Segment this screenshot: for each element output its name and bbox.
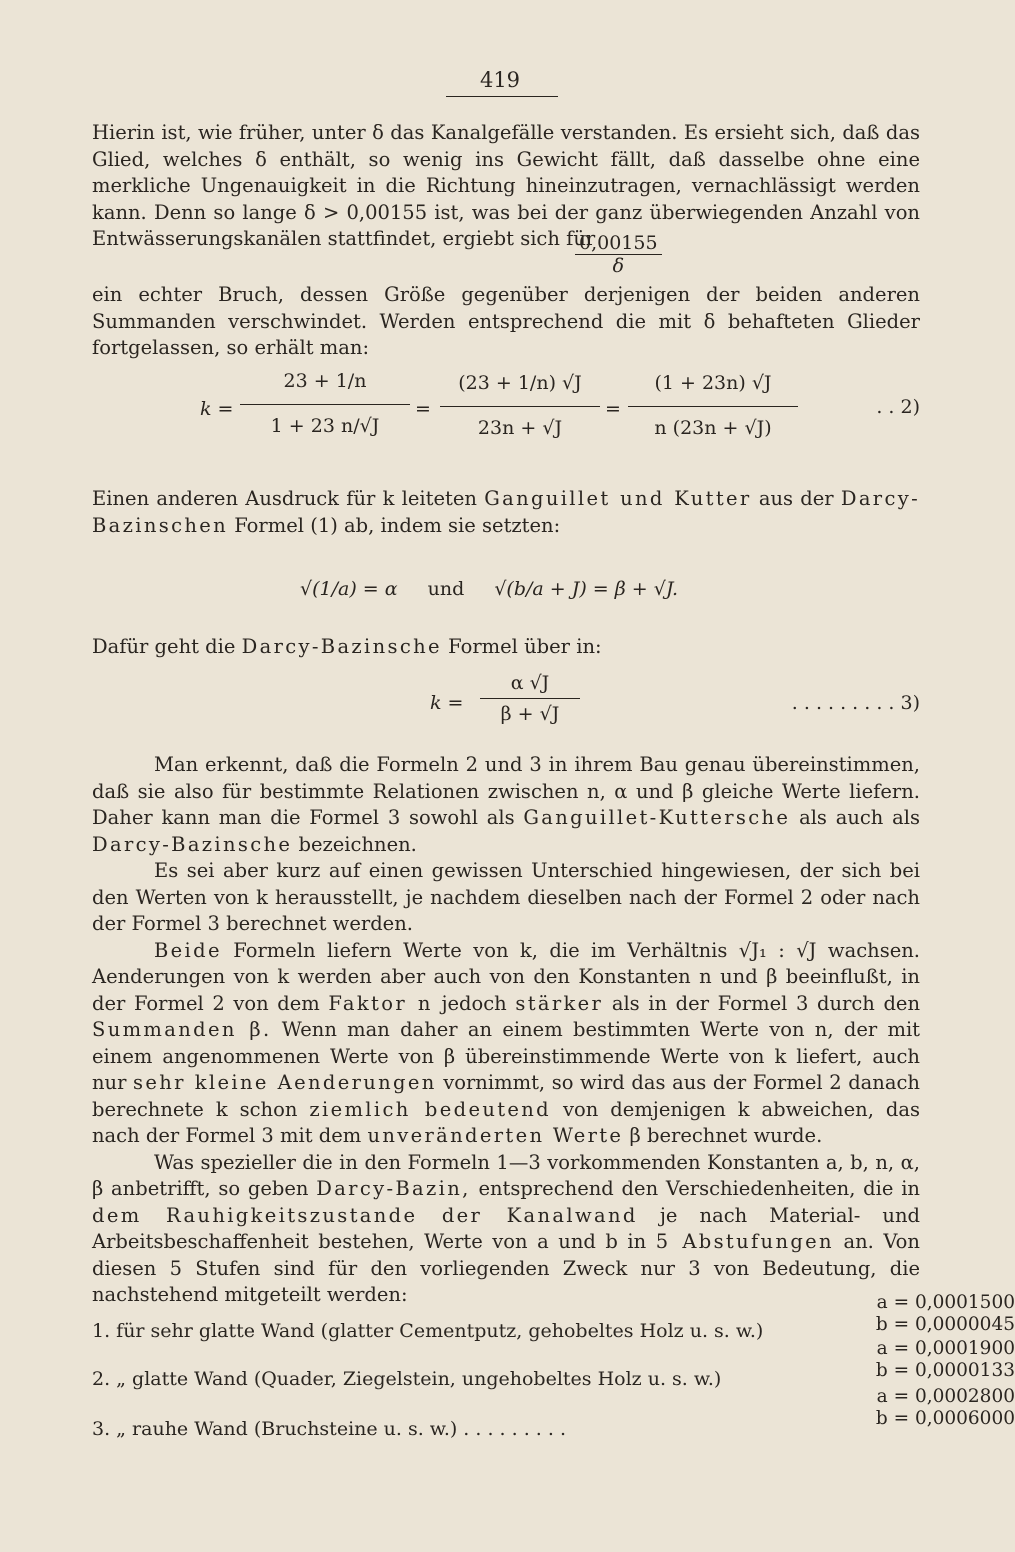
header-rule: [446, 96, 558, 97]
eq2-a-denominator: 1 + 23 n/√J: [270, 415, 380, 437]
paragraph-1-continued: [92, 282, 920, 362]
para4-gk: Ganguillet-Kuttersche: [523, 806, 791, 829]
eq2-c-denominator: n (23n + √J): [654, 417, 772, 439]
para7-g: an. Von diesen 5 Stufen sind für den vorliegenden Zweck nur 3 von Bedeutung, die nachstehend mitgeteilt werden:: [92, 1230, 920, 1306]
value-b: b = 0,0006000: [875, 1408, 1015, 1429]
sub-right: √(b/a + J) = β + √J.: [494, 578, 679, 600]
paragraph-2: [92, 486, 920, 539]
list-item-values: [850, 1292, 1015, 1336]
sub-left: √(1/a) = α: [300, 578, 398, 600]
value-b: b = 0,0000133: [875, 1360, 1015, 1381]
para4-e: bezeichnen.: [298, 832, 417, 856]
para6-d: jedoch: [441, 991, 507, 1015]
para6-k: ziemlich bedeutend: [309, 1097, 552, 1121]
paragraph-6: [92, 938, 920, 1150]
eq2-equals-2: =: [605, 398, 621, 420]
para3-darcy: Darcy-Bazinsche: [241, 635, 442, 658]
eq2-a-numerator: 23 + 1/n: [240, 362, 410, 405]
para2-a: Einen anderen Ausdruck für k leiteten: [92, 487, 477, 510]
paragraph-7: [92, 1150, 920, 1309]
para6-j: vornimmt, so wird das aus der Formel 2 danach berechnete k schon: [92, 1071, 920, 1121]
paragraph-3: [92, 634, 920, 661]
value-a: a = 0,0001500: [876, 1292, 1015, 1313]
fraction-numerator: 0,00155: [575, 232, 662, 255]
eq3-label: . . . . . . . . . 3): [791, 692, 920, 714]
para6-n: β berechnet wurde.: [629, 1124, 823, 1147]
para6-c: Faktor n: [328, 991, 433, 1015]
paragraph-4: [92, 752, 920, 858]
para6-b: Formeln liefern Werte von k, die im Verhältnis √J₁ : √J wachsen. Aenderungen von k werden aber auch von den Konstanten n und β beeinflußt, in der Formel 2 von dem: [92, 938, 920, 1015]
eq2-k: k =: [200, 398, 234, 420]
para4-db: Darcy-Bazinsche: [92, 832, 293, 856]
para7-a: Was spezieller die in den Formeln 1—3 vorkommenden Konstanten a, b, n, α, β anbetrifft, so geben: [92, 1150, 920, 1200]
paragraph-1: [92, 120, 920, 252]
para6-l: von demjenigen k abweichen, das nach der Formel 3 mit dem: [92, 1097, 920, 1147]
list-item: 2. „ glatte Wand (Quader, Ziegelstein, ungehobeltes Holz u. s. w.): [92, 1368, 722, 1390]
para6-i: sehr kleine Aenderungen: [133, 1071, 437, 1094]
eq3-numerator: α √J: [480, 672, 580, 699]
body-text: [92, 752, 920, 1309]
list-item: 3. „ rauhe Wand (Bruchsteine u. s. w.) . . . . . . . . .: [92, 1418, 566, 1440]
para6-e: stärker: [515, 991, 604, 1015]
page-number: 419: [479, 68, 521, 92]
value-a: a = 0,0001900: [876, 1338, 1015, 1359]
eq2-label: . . 2): [876, 396, 920, 418]
para3-c: Formel über in:: [448, 635, 602, 658]
paragraph-5: Es sei aber kurz auf einen gewissen Unterschied hingewiesen, der sich bei den Werten von k herausstellt, je nachdem dieselben nach der Formel 2 oder nach der Formel 3 berechnet werden.: [92, 859, 920, 935]
para6-h: Wenn man daher an einem bestimmten Werte von n, der mit einem angenommenen Werte von β übereinstimmende Werte von k liefert, auch nur: [92, 1018, 921, 1094]
para6-g: Summanden β.: [92, 1018, 272, 1041]
para4-a: Man erkennt, daß die Formeln 2 und 3 in ihrem Bau genau übereinstimmen, daß sie also für bestimmte Relationen zwischen n, α und β gleiche Werte liefern. Daher kann man die Formel 3 sowohl als: [92, 753, 920, 829]
eq2-c-numerator: (1 + 23n) √J: [628, 362, 798, 407]
para7-b: Darcy-Bazin,: [316, 1177, 471, 1200]
para7-f: 5 Abstufungen: [655, 1230, 834, 1253]
para7-d: dem Rauhigkeitszustande der Kanalwand: [92, 1203, 638, 1227]
para3-a: Dafür geht die: [92, 635, 236, 658]
para7-c: entsprechend den Verschiedenheiten, die in: [478, 1177, 920, 1200]
para2-authors: Ganguillet und Kutter: [484, 487, 752, 510]
list-item-values: [850, 1386, 1015, 1430]
para2-darcy: Darcy-Bazinschen: [92, 487, 921, 537]
eq2-equals-1: =: [415, 398, 431, 420]
para6-m: unveränderten Werte: [367, 1124, 624, 1147]
fraction-denominator: δ: [612, 255, 625, 277]
para4-c: als auch als: [799, 806, 921, 829]
para2-c: aus der: [758, 487, 834, 510]
list-item-values: [850, 1338, 1015, 1382]
sub-und: und: [427, 578, 465, 600]
para2-e: Formel (1) ab, indem sie setzten:: [234, 513, 561, 537]
eq3-k: k =: [430, 692, 464, 714]
para1-text: Hierin ist, wie früher, unter δ das Kanalgefälle verstanden. Es ersieht sich, daß das Glied, welches δ enthält, so wenig ins Gewicht fällt, daß dasselbe ohne eine merkliche Ungenauigkeit in die Richtung hineinzutragen, vernachlässigt werden kann. Denn so lange δ > 0,00155 ist, was bei der ganz überwiegenden Anzahl von Entwässerungskanälen stattfindet, ergiebt sich für: [92, 121, 920, 250]
equation-2: [200, 362, 820, 462]
para1-cont-text: ein echter Bruch, dessen Größe gegenüber derjenigen der beiden anderen Summanden verschwindet. Werden entsprechend die mit δ behafteten Glieder fortgelassen, so erhält man:: [92, 283, 920, 359]
para7-e: je nach Material- und Arbeitsbeschaffenheit bestehen, Werte von a und b in: [92, 1203, 920, 1253]
value-a: a = 0,0002800: [876, 1386, 1015, 1407]
inline-fraction: [575, 232, 662, 277]
eq2-b-denominator: 23n + √J: [477, 417, 563, 439]
para6-a: Beide: [154, 938, 222, 962]
value-b: b = 0,0000045: [875, 1314, 1015, 1335]
list-item: 1. für sehr glatte Wand (glatter Cementputz, gehobeltes Holz u. s. w.): [92, 1320, 764, 1342]
eq3-denominator: β + √J: [500, 703, 560, 725]
wall-type-list: [92, 1290, 1015, 1450]
equation-3: [430, 672, 590, 732]
eq2-b-numerator: (23 + 1/n) √J: [440, 362, 600, 407]
substitution-equation: [300, 578, 760, 600]
para6-f: als in der Formel 3 durch den: [611, 991, 921, 1015]
